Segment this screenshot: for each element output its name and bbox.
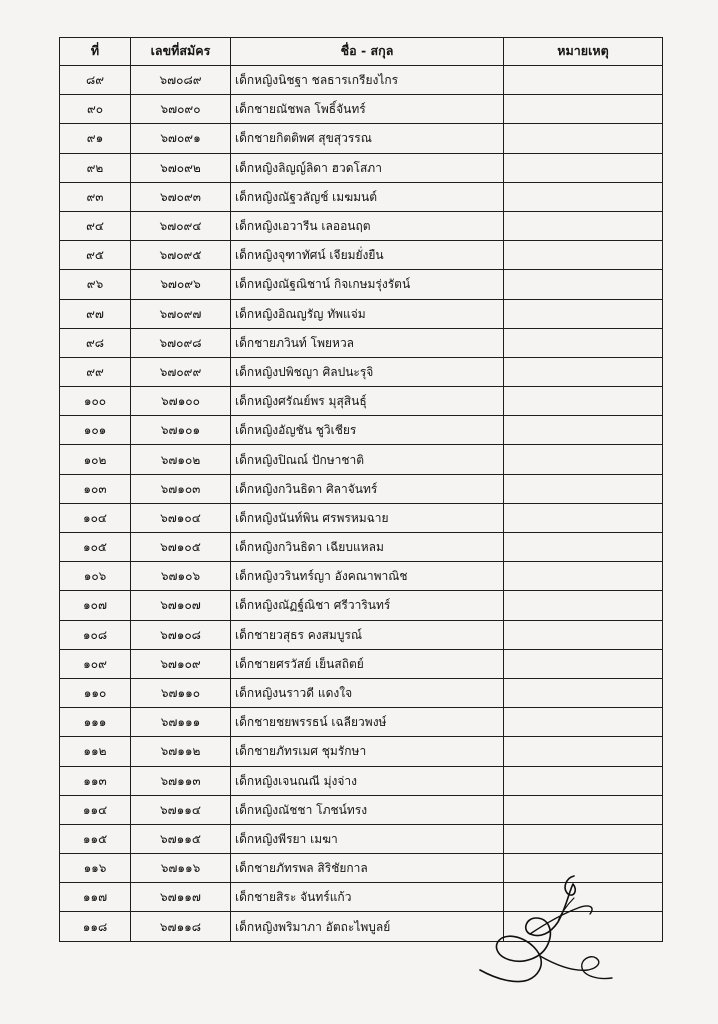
table-row [60, 766, 663, 795]
row-no: ๑๑๐ [60, 678, 131, 707]
table-row [60, 533, 663, 562]
table-row [60, 591, 663, 620]
row-application-no: ๖๗๐๘๙ [131, 66, 231, 95]
row-remarks [504, 503, 663, 532]
table-body [60, 66, 663, 942]
row-application-no: ๖๗๐๙๘ [131, 328, 231, 357]
row-full-name: เด็กหญิงณัฐวลัญช์ เมฆมนต์ [231, 182, 504, 211]
row-remarks [504, 95, 663, 124]
table-row [60, 211, 663, 240]
row-full-name: เด็กหญิงอิณญรัญ ทัพแจ่ม [231, 299, 504, 328]
row-remarks [504, 182, 663, 211]
row-full-name: เด็กหญิงณัชชา โภชน์ทรง [231, 795, 504, 824]
header-application-no: เลขที่สมัคร [131, 38, 231, 66]
row-full-name: เด็กหญิงนิชฐา ชลธารเกรียงไกร [231, 66, 504, 95]
row-no: ๑๐๙ [60, 649, 131, 678]
table-row [60, 153, 663, 182]
table-row [60, 357, 663, 386]
row-no: ๙๔ [60, 211, 131, 240]
row-no: ๙๗ [60, 299, 131, 328]
row-application-no: ๖๗๑๑๓ [131, 766, 231, 795]
row-no: ๘๙ [60, 66, 131, 95]
row-application-no: ๖๗๑๑๐ [131, 678, 231, 707]
row-application-no: ๖๗๑๑๑ [131, 708, 231, 737]
row-remarks [504, 357, 663, 386]
row-application-no: ๖๗๑๐๒ [131, 445, 231, 474]
row-full-name: เด็กชายสิระ จันทร์แก้ว [231, 883, 504, 912]
row-remarks [504, 387, 663, 416]
row-application-no: ๖๗๐๙๑ [131, 124, 231, 153]
row-remarks [504, 562, 663, 591]
row-application-no: ๖๗๑๐๙ [131, 649, 231, 678]
row-full-name: เด็กหญิงนันท์พิน ศรพรหมฉาย [231, 503, 504, 532]
row-no: ๑๐๕ [60, 533, 131, 562]
row-full-name: เด็กหญิงณัฐณิชาน์ กิจเกษมรุ่งรัตน์ [231, 270, 504, 299]
row-application-no: ๖๗๑๑๗ [131, 883, 231, 912]
row-full-name: เด็กหญิงพริมาภา อัตถะไพบูลย์ [231, 912, 504, 941]
row-full-name: เด็กหญิงณัฏฐ์ณิชา ศรีวารินทร์ [231, 591, 504, 620]
row-no: ๑๑๑ [60, 708, 131, 737]
table-row [60, 503, 663, 532]
row-remarks [504, 66, 663, 95]
header-row [60, 38, 663, 66]
row-no: ๙๒ [60, 153, 131, 182]
row-full-name: เด็กชายชยพรรธน์ เฉลียวพงษ์ [231, 708, 504, 737]
row-full-name: เด็กชายวสุธร คงสมบูรณ์ [231, 620, 504, 649]
row-full-name: เด็กหญิงพีรยา เมฆา [231, 824, 504, 853]
table-row [60, 241, 663, 270]
row-remarks [504, 708, 663, 737]
row-no: ๑๑๖ [60, 854, 131, 883]
row-application-no: ๖๗๑๐๑ [131, 416, 231, 445]
header-no: ที่ [60, 38, 131, 66]
row-no: ๙๓ [60, 182, 131, 211]
row-full-name: เด็กหญิงอัญชัน ชูวิเชียร [231, 416, 504, 445]
row-application-no: ๖๗๑๐๖ [131, 562, 231, 591]
row-remarks [504, 124, 663, 153]
row-no: ๙๕ [60, 241, 131, 270]
handwritten-signature [470, 868, 620, 988]
row-full-name: เด็กหญิงปพิชญา ศิลปนะรุจิ [231, 357, 504, 386]
row-remarks [504, 620, 663, 649]
row-no: ๙๐ [60, 95, 131, 124]
row-no: ๑๐๗ [60, 591, 131, 620]
row-remarks [504, 824, 663, 853]
row-remarks [504, 445, 663, 474]
table-row [60, 824, 663, 853]
row-no: ๑๑๘ [60, 912, 131, 941]
table-row [60, 416, 663, 445]
table-row [60, 737, 663, 766]
row-full-name: เด็กหญิงศรัณย์พร มุสุสินธุ์ [231, 387, 504, 416]
table-row [60, 649, 663, 678]
row-no: ๙๙ [60, 357, 131, 386]
table-header [60, 38, 663, 66]
row-application-no: ๖๗๐๙๕ [131, 241, 231, 270]
row-full-name: เด็กชายกิตติพศ สุขสุวรรณ [231, 124, 504, 153]
row-application-no: ๖๗๑๑๔ [131, 795, 231, 824]
row-full-name: เด็กหญิงจุฑาทัศน์ เจียมยั่งยืน [231, 241, 504, 270]
row-application-no: ๖๗๑๑๘ [131, 912, 231, 941]
row-application-no: ๖๗๑๑๒ [131, 737, 231, 766]
table-row [60, 562, 663, 591]
row-remarks [504, 416, 663, 445]
row-no: ๙๘ [60, 328, 131, 357]
row-application-no: ๖๗๑๐๘ [131, 620, 231, 649]
table-row [60, 445, 663, 474]
table-row [60, 95, 663, 124]
row-no: ๑๐๘ [60, 620, 131, 649]
row-application-no: ๖๗๐๙๗ [131, 299, 231, 328]
row-application-no: ๖๗๑๐๓ [131, 474, 231, 503]
table-row [60, 795, 663, 824]
row-remarks [504, 299, 663, 328]
row-application-no: ๖๗๐๙๐ [131, 95, 231, 124]
row-no: ๙๑ [60, 124, 131, 153]
header-full-name: ชื่อ - สกุล [231, 38, 504, 66]
row-remarks [504, 533, 663, 562]
row-no: ๑๑๒ [60, 737, 131, 766]
row-no: ๑๐๖ [60, 562, 131, 591]
row-full-name: เด็กชายภัทรพล สิริชัยกาล [231, 854, 504, 883]
row-remarks [504, 474, 663, 503]
row-full-name: เด็กหญิงกวินธิดา ศิลาจันทร์ [231, 474, 504, 503]
row-full-name: เด็กชายภวินท์ โพยหวล [231, 328, 504, 357]
table-row [60, 328, 663, 357]
row-remarks [504, 678, 663, 707]
row-no: ๑๑๗ [60, 883, 131, 912]
row-application-no: ๖๗๐๙๔ [131, 211, 231, 240]
row-full-name: เด็กชายภัทรเมศ ชุมรักษา [231, 737, 504, 766]
table-row [60, 708, 663, 737]
table-row [60, 387, 663, 416]
row-remarks [504, 328, 663, 357]
row-full-name: เด็กหญิงปิณณ์ ปักษาชาติ [231, 445, 504, 474]
row-no: ๑๑๕ [60, 824, 131, 853]
row-remarks [504, 270, 663, 299]
row-full-name: เด็กหญิงลิญญ์ลิดา ฮวดโสภา [231, 153, 504, 182]
row-no: ๑๐๒ [60, 445, 131, 474]
table-row [60, 299, 663, 328]
row-remarks [504, 591, 663, 620]
row-remarks [504, 241, 663, 270]
row-full-name: เด็กหญิงเอวารีน เลออนฤต [231, 211, 504, 240]
row-no: ๑๑๔ [60, 795, 131, 824]
row-no: ๑๑๓ [60, 766, 131, 795]
row-remarks [504, 153, 663, 182]
row-application-no: ๖๗๑๑๖ [131, 854, 231, 883]
table-row [60, 270, 663, 299]
row-application-no: ๖๗๑๐๗ [131, 591, 231, 620]
row-full-name: เด็กชายศรวัสย์ เย็นสถิตย์ [231, 649, 504, 678]
row-remarks [504, 737, 663, 766]
row-full-name: เด็กหญิงเจนณณี มุ่งจ่าง [231, 766, 504, 795]
row-no: ๑๐๔ [60, 503, 131, 532]
row-full-name: เด็กชายณัชพล โพธิ์จันทร์ [231, 95, 504, 124]
row-no: ๑๐๓ [60, 474, 131, 503]
row-application-no: ๖๗๐๙๖ [131, 270, 231, 299]
row-application-no: ๖๗๐๙๒ [131, 153, 231, 182]
row-application-no: ๖๗๑๐๐ [131, 387, 231, 416]
row-no: ๑๐๐ [60, 387, 131, 416]
row-application-no: ๖๗๑๐๕ [131, 533, 231, 562]
row-remarks [504, 649, 663, 678]
row-remarks [504, 766, 663, 795]
row-application-no: ๖๗๐๙๙ [131, 357, 231, 386]
row-application-no: ๖๗๑๑๕ [131, 824, 231, 853]
table-row [60, 678, 663, 707]
row-no: ๑๐๑ [60, 416, 131, 445]
row-remarks [504, 211, 663, 240]
table-row [60, 182, 663, 211]
table-row [60, 620, 663, 649]
row-remarks [504, 795, 663, 824]
table-row [60, 474, 663, 503]
row-full-name: เด็กหญิงวรินทร์ญา อังคณาพาณิช [231, 562, 504, 591]
row-application-no: ๖๗๑๐๔ [131, 503, 231, 532]
applicant-table [59, 37, 663, 942]
row-full-name: เด็กหญิงกวินธิดา เฉียบแหลม [231, 533, 504, 562]
row-full-name: เด็กหญิงนราวดี แดงใจ [231, 678, 504, 707]
row-no: ๙๖ [60, 270, 131, 299]
table-row [60, 66, 663, 95]
row-application-no: ๖๗๐๙๓ [131, 182, 231, 211]
header-remarks: หมายเหตุ [504, 38, 663, 66]
table-row [60, 124, 663, 153]
